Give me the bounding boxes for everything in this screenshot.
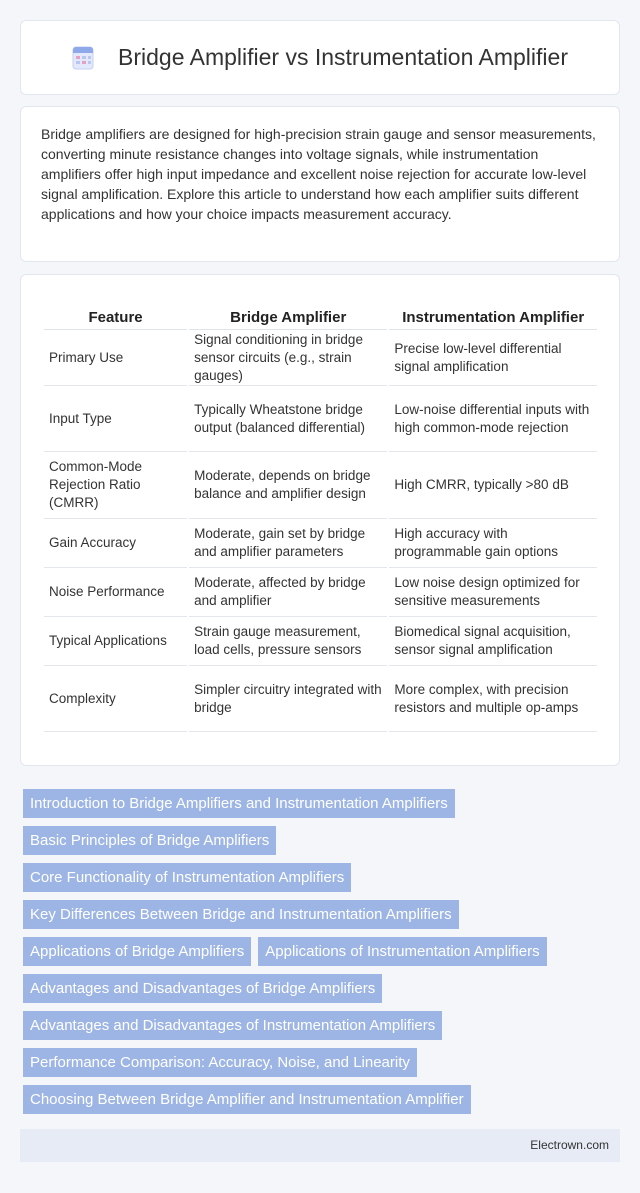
intro-card	[20, 106, 620, 262]
link-advantages-bridge[interactable]: Advantages and Disadvantages of Bridge Amplifiers	[23, 974, 382, 1003]
link-core-functionality[interactable]: Core Functionality of Instrumentation Amplifiers	[23, 863, 351, 892]
intro-paragraph: Bridge amplifiers are designed for high-precision strain gauge and sensor measurements, converting minute resistance changes into voltage signals, while instrumentation amplifiers offer high input impedance and excellent noise rejection for accurate low-level signal amplification. Explore this article to understand how each amplifier suits different applications and how your choice impacts measurement accuracy.	[41, 126, 596, 222]
row-feature: Primary Use	[44, 330, 187, 386]
row-bridge-value: Strain gauge measurement, load cells, pressure sensors	[189, 617, 387, 666]
title-card	[20, 20, 620, 95]
row-bridge-value: Moderate, gain set by bridge and amplifier parameters	[189, 519, 387, 568]
row-feature: Gain Accuracy	[44, 519, 187, 568]
row-instrumentation-value: Precise low-level differential signal amplification	[389, 330, 597, 386]
comparison-table-card	[20, 274, 620, 766]
topic-links	[20, 789, 620, 1122]
table-row	[44, 519, 597, 568]
row-instrumentation-value: Low-noise differential inputs with high common-mode rejection	[389, 386, 597, 452]
comparison-table	[42, 303, 599, 732]
page-title: Bridge Amplifier vs Instrumentation Amplifier	[118, 44, 568, 70]
link-introduction[interactable]: Introduction to Bridge Amplifiers and Instrumentation Amplifiers	[23, 789, 455, 818]
link-key-differences[interactable]: Key Differences Between Bridge and Instrumentation Amplifiers	[23, 900, 459, 929]
table-row	[44, 386, 597, 452]
link-choosing-between[interactable]: Choosing Between Bridge Amplifier and Instrumentation Amplifier	[23, 1085, 471, 1114]
table-row	[44, 330, 597, 386]
row-instrumentation-value: High CMRR, typically >80 dB	[389, 452, 597, 519]
row-feature: Common-Mode Rejection Ratio (CMRR)	[44, 452, 187, 519]
table-row	[44, 568, 597, 617]
header-feature: Feature	[44, 303, 187, 330]
row-bridge-value: Moderate, depends on bridge balance and amplifier design	[189, 452, 387, 519]
row-feature: Complexity	[44, 666, 187, 732]
table-row	[44, 666, 597, 732]
footer-site-name[interactable]: Electrown.com	[530, 1138, 609, 1152]
link-performance-comparison[interactable]: Performance Comparison: Accuracy, Noise, and Linearity	[23, 1048, 417, 1077]
link-basic-principles[interactable]: Basic Principles of Bridge Amplifiers	[23, 826, 276, 855]
table-header-row	[44, 303, 597, 330]
table-row	[44, 617, 597, 666]
row-bridge-value: Moderate, affected by bridge and amplifier	[189, 568, 387, 617]
header-bridge-amplifier: Bridge Amplifier	[189, 303, 387, 330]
link-advantages-instrumentation[interactable]: Advantages and Disadvantages of Instrumentation Amplifiers	[23, 1011, 442, 1040]
row-feature: Input Type	[44, 386, 187, 452]
row-instrumentation-value: High accuracy with programmable gain options	[389, 519, 597, 568]
document-icon	[72, 46, 94, 70]
row-bridge-value: Simpler circuitry integrated with bridge	[189, 666, 387, 732]
link-applications-instrumentation[interactable]: Applications of Instrumentation Amplifiers	[258, 937, 546, 966]
row-instrumentation-value: More complex, with precision resistors and multiple op-amps	[389, 666, 597, 732]
row-feature: Noise Performance	[44, 568, 187, 617]
row-instrumentation-value: Biomedical signal acquisition, sensor signal amplification	[389, 617, 597, 666]
table-row	[44, 452, 597, 519]
link-applications-bridge[interactable]: Applications of Bridge Amplifiers	[23, 937, 251, 966]
footer	[20, 1129, 620, 1162]
row-bridge-value: Signal conditioning in bridge sensor circuits (e.g., strain gauges)	[189, 330, 387, 386]
header-instrumentation-amplifier: Instrumentation Amplifier	[389, 303, 597, 330]
row-feature: Typical Applications	[44, 617, 187, 666]
row-bridge-value: Typically Wheatstone bridge output (balanced differential)	[189, 386, 387, 452]
row-instrumentation-value: Low noise design optimized for sensitive measurements	[389, 568, 597, 617]
